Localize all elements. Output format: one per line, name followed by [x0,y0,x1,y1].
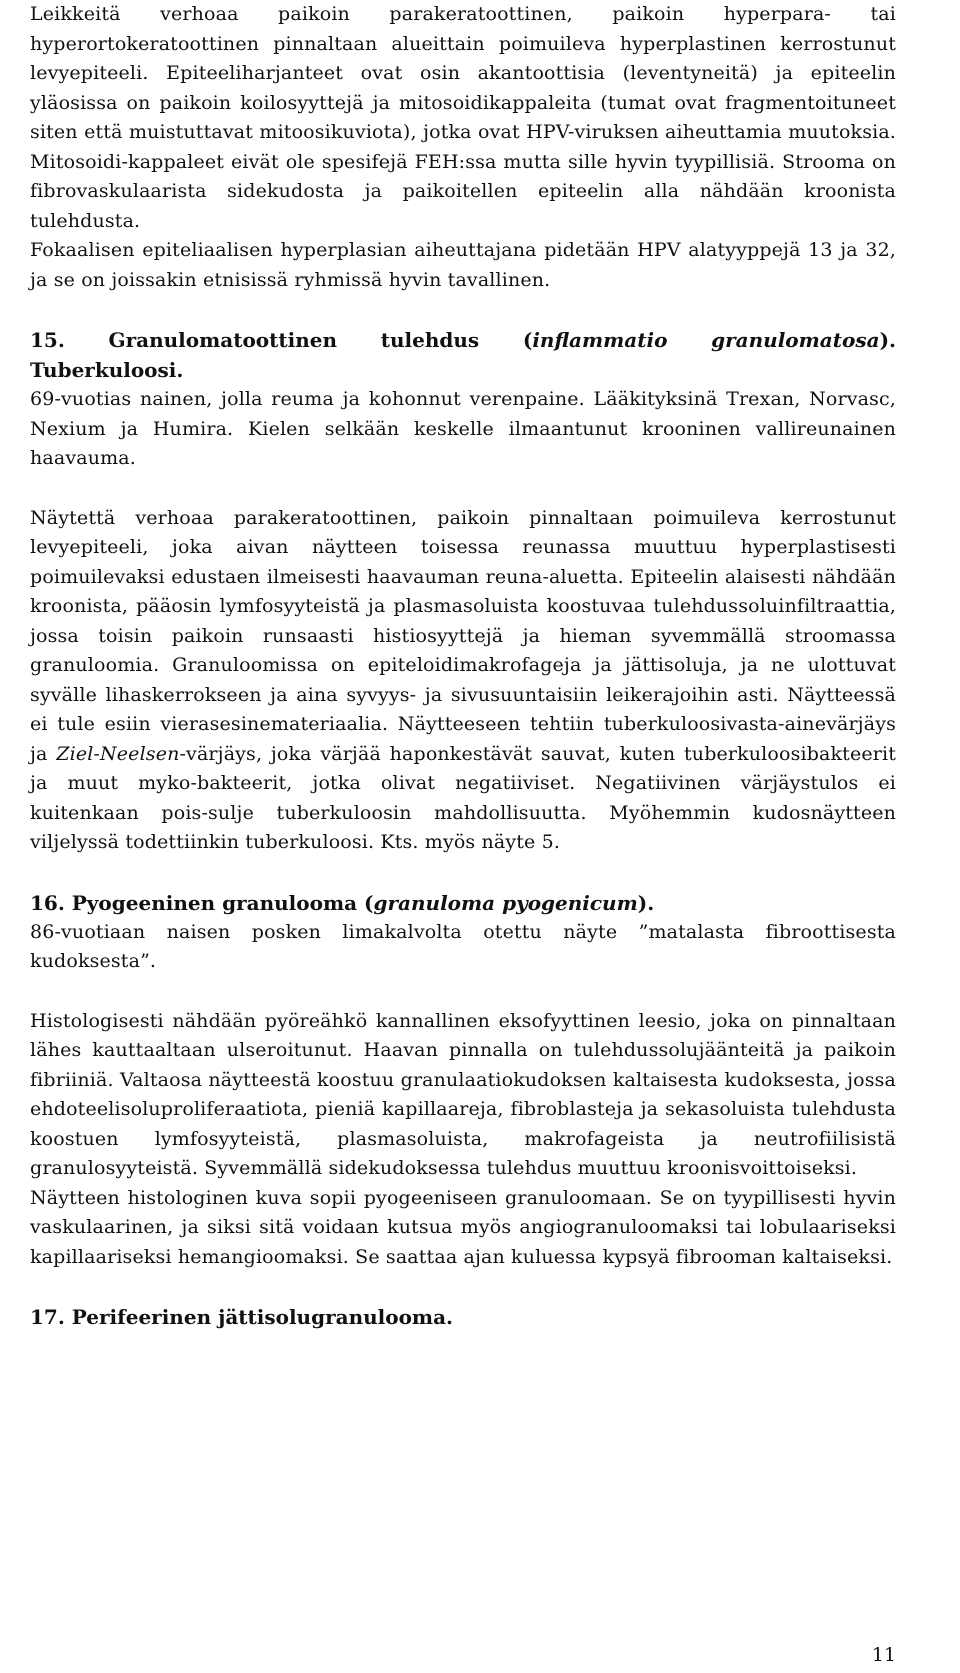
paragraph-histology-feh [30,0,896,236]
section-heading-17: 17. Perifeerinen jättisolugranulooma. [30,1305,454,1329]
findings-text: -värjäys, joka värjää haponkestävät sauvat, kuten tuberkuloosibakteerit ja muut myko-bakteerit, jotka olivat negatiiviset. Negatiivinen värjäystulos ei kuitenkaan pois-sulje tuberkuloosin mahdollisuutta. Myöhemmin kudosnäytteen viljelyssä todettiinkin tuberkuloosi. Kts. myös näyte 5. [30,742,896,853]
conclusion-16: Näytteen histologinen kuva sopii pyogeeniseen granuloomaan. Se on tyypillisesti hyvin vaskulaarinen, ja siksi sitä voidaan kutsua myös angiogranuloomaksi tai lobulaariseksi kapillaariseksi hemangioomaksi. Se saattaa ajan kuluessa kypsyä fibrooman kaltaiseksi. [30,1186,896,1268]
stain-name: Ziel-Neelsen [56,742,180,765]
sentence: Leikkeitä verhoaa paikoin parakeratoottinen, paikoin hyperpara- tai hyperortokeratoottinen pinnaltaan alueittain poimuileva hyperplastinen kerrostunut levyepiteeli. [30,3,896,84]
text-column [30,0,896,1332]
section-heading-15 [30,325,896,385]
heading-text: 15. Granulomatoottinen tulehdus ( [30,328,533,352]
heading-text: ). [637,890,655,915]
heading-text: 16. Pyogeeninen granulooma ( [30,890,374,915]
heading-text: ). Tuberkuloosi. [30,328,896,382]
sentence: Mitosoidi-kappaleet eivät ole spesifejä FEH:ssa mutta sille hyvin tyypillisiä. [30,150,776,173]
sentence: Strooma on fibrovaskulaarista sidekudosta ja paikoitellen epiteelin alla nähdään kroonista tulehdusta. [30,150,896,232]
case-description-16: 86-vuotiaan naisen posken limakalvolta otettu näyte ”matalasta fibroottisesta kudoksesta”. [30,920,896,972]
page-number: 11 [871,1644,896,1666]
sentence: Epiteeliharjanteet ovat osin akantoottisia (leventyneitä) ja epiteelin yläosissa on paikoin koilosyyttejä ja mitosoidikappaleita (tumat ovat fragmentoituneet siten että muistuttavat mitoosikuviota), jotka ovat HPV-viruksen aiheuttamia muutoksia. [30,62,896,143]
findings-15 [30,504,896,858]
section-heading-16 [30,888,896,918]
findings-text: Näytettä verhoaa parakeratoottinen, paikoin pinnaltaan poimuileva kerrostunut levyepiteeli, joka aivan näytteen toisessa reunassa muuttuu hyperplastisesti poimuilevaksi edustaen ilmeisesti haavauman reuna-aluetta. Epiteelin alaisesti nähdään kroonista, pääosin lymfosyyteistä ja plasmasoluista koostuvaa tulehdussoluinfiltraattia, jossa toisin paikoin runsaasti histiosyyttejä ja hieman syvemmällä stroomassa granuloomia. Granuloomissa on epiteloidimakrofageja ja jättisoluja, ja ne ulottuvat syvälle lihaskerrokseen ja aina syvyys- ja sivusuuntaisiin leikerajoihin asti. Näytteessä ei tule esiin vierasesinemateriaalia. Näytteeseen tehtiin tuberkuloosivasta-ainevärjäys ja [30,506,896,765]
paragraph-feh-etiology [30,236,896,295]
findings-16: Histologisesti nähdään pyöreähkö kannallinen eksofyyttinen leesio, joka on pinnaltaan lähes kauttaaltaan ulseroitunut. Haavan pinnalla on tulehdussolujäänteitä ja paikoin fibriiniä. Valtaosa näytteestä koostuu granulaatiokudoksen kaltaisesta kudoksesta, jossa ehdoteelisoluproliferaatiota, pieniä kapillaareja, fibroblasteja ja sekasoluista tulehdusta koostuen lymfosyyteistä, plasmasoluista, makrofageista ja neutrofiilisistä granulosyyteistä. Syvemmällä sidekudoksessa tulehdus muuttuu kroonisvoittoiseksi. [30,1009,896,1179]
heading-italic-term: granuloma pyogenicum [373,890,638,915]
case-description-15: 69-vuotias nainen, jolla reuma ja kohonnut verenpaine. Lääkityksinä Trexan, Norvasc, Nexium ja Humira. Kielen selkään keskelle ilmaantunut krooninen vallireunainen haavauma. [30,388,896,469]
heading-italic-term: inflammatio granulomatosa [532,328,880,352]
sentence: Fokaalisen epiteliaalisen hyperplasian aiheuttajana pidetään HPV alatyyppejä 13 ja 32, ja se on joissakin etnisissä ryhmissä hyvin tavallinen. [30,239,896,291]
